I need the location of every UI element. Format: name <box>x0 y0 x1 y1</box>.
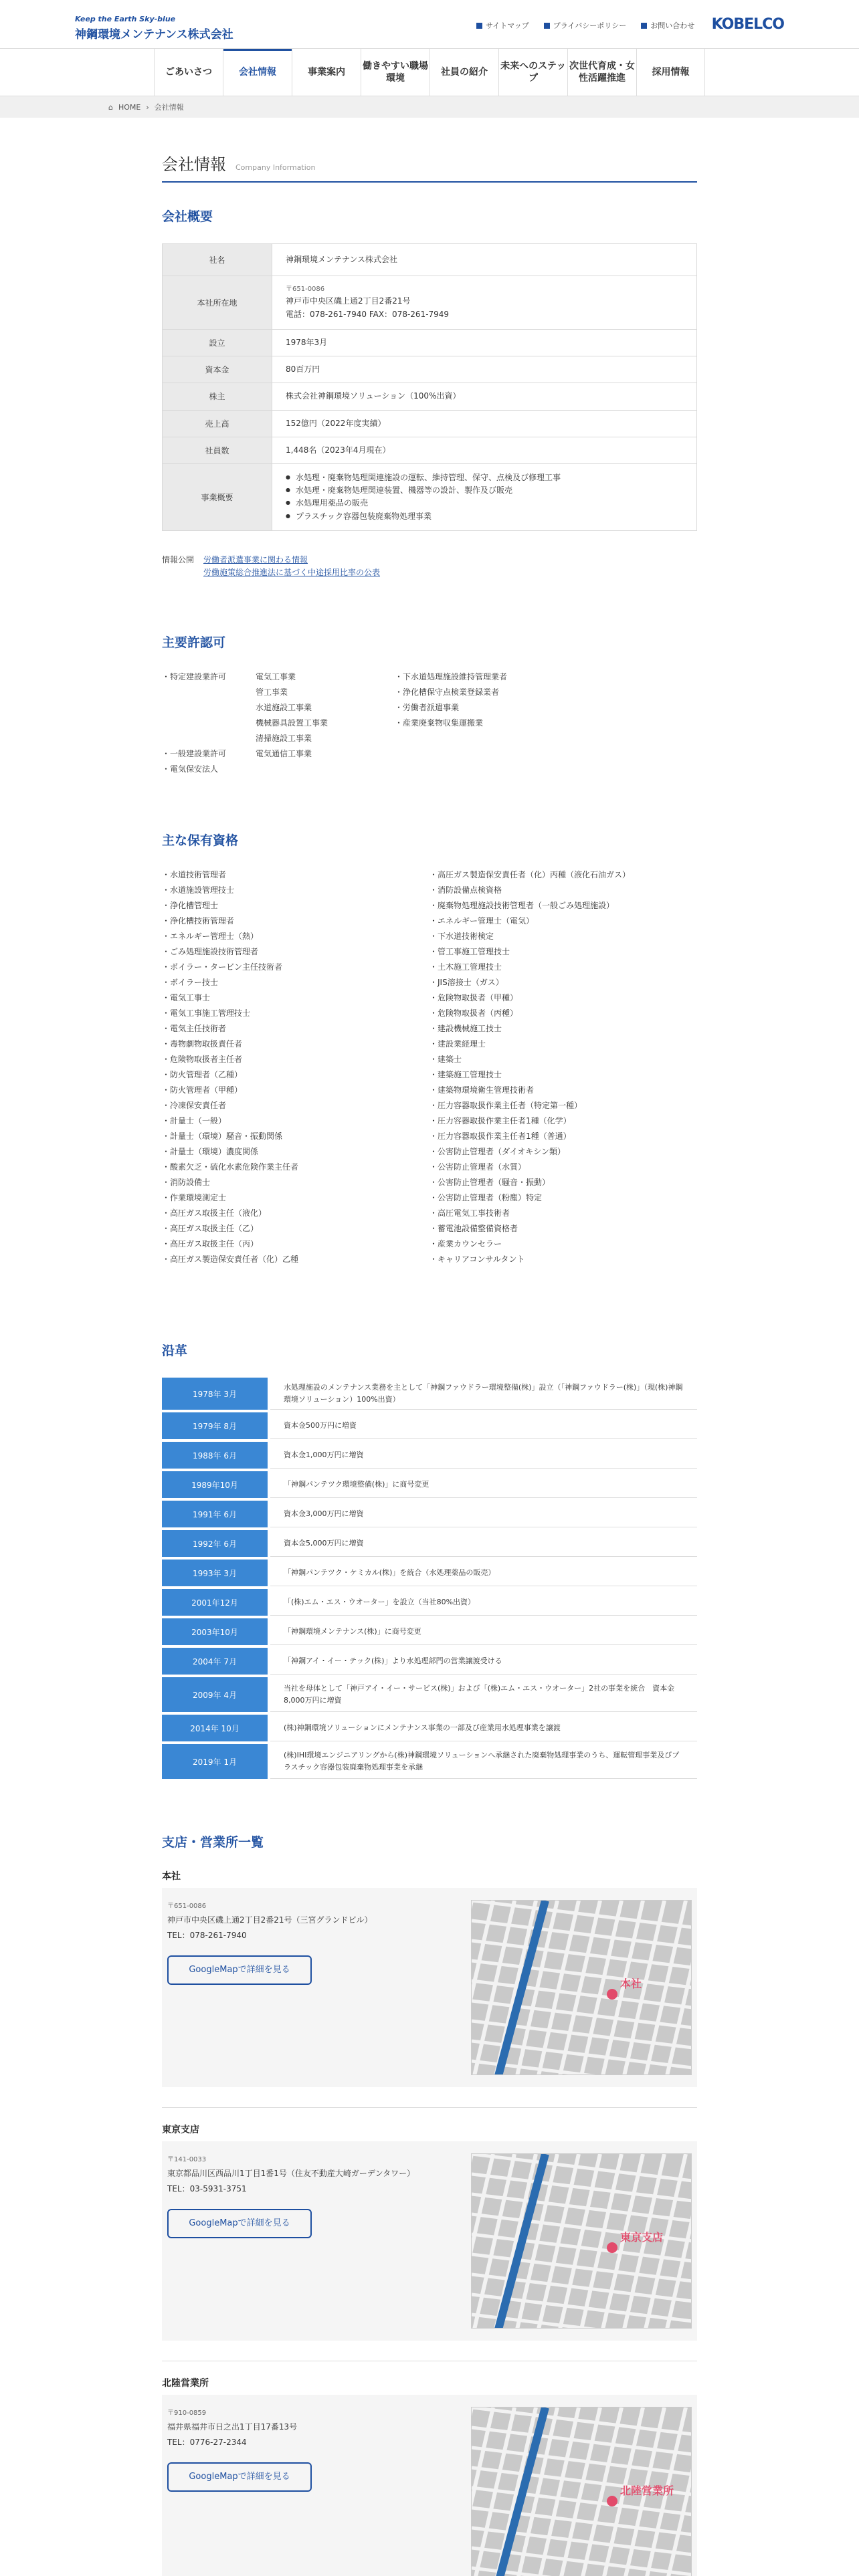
qualifications-block <box>162 867 697 1267</box>
history-text: 資本金1,000万円に増資 <box>270 1442 697 1469</box>
section-heading-licenses: 主要許認可 <box>162 635 226 651</box>
office-tel: TEL：078-261-7940 <box>167 1931 247 1941</box>
license-group-name: ・電気保安法人 <box>162 764 219 774</box>
history-text: 「神鋼アイ・イー・テック(株)」より水処理部門の営業譲渡受ける <box>270 1648 697 1675</box>
row-label: 株主 <box>163 383 272 410</box>
history-text: 当社を母体として「神戸アイ・イー・サービス(株)」および「(株)エム・エス・ウオーター」2社の事業を統合 資本金8,000万円に増資 <box>270 1677 697 1712</box>
office-info <box>167 2153 415 2329</box>
list-item: ・ 高圧ガス取扱主任（乙） <box>162 1221 430 1237</box>
list-item: 水道施設工事業 <box>256 703 312 713</box>
list-item: 清掃施設工事業 <box>256 734 312 744</box>
nav-item-recruit[interactable]: 採用情報 <box>636 49 705 96</box>
list-item: ● プラスチック容器包装廃棄物処理事業 <box>286 510 683 523</box>
qualifications-right <box>430 867 697 1267</box>
row-label: 資本金 <box>163 356 272 383</box>
table-row <box>163 437 697 463</box>
list-item: ・ 計量士（一般） <box>162 1113 430 1129</box>
list-item: ・ 建設機械施工技士 <box>430 1021 697 1037</box>
row-label: 事業概要 <box>163 463 272 530</box>
brand-tagline: Keep the Earth Sky-blue <box>75 15 176 23</box>
license-group-name: ・一般建設業許可 <box>162 749 227 759</box>
table-row <box>162 1715 697 1741</box>
office-info <box>167 2407 312 2576</box>
link-dispatch-info[interactable]: 労働者派遣事業に関わる情報 <box>203 554 308 564</box>
row-value: 1,448名（2023年4月現在） <box>272 437 697 463</box>
list-item: 機械器具設置工事業 <box>256 718 328 728</box>
history-date: 1993年 3月 <box>162 1560 268 1586</box>
map-svg <box>472 1901 692 2075</box>
map-svg <box>472 2407 692 2576</box>
license-name: 一般建設業許可 <box>170 749 227 759</box>
list-item: ・下水道処理施設維持管理業者 <box>395 672 508 682</box>
history-date: 2001年12月 <box>162 1589 268 1616</box>
history-date: 2014年 10月 <box>162 1715 268 1741</box>
table-row <box>163 410 697 437</box>
row-label: 社名 <box>163 244 272 276</box>
table-row <box>162 1412 697 1439</box>
licenses-right <box>395 669 507 777</box>
history-text: 水処理施設のメンテナンス業務を主として「神鋼ファウドラー環境整備(株)」設立（「神鋼ファウドラー(株)」（現(株)神鋼環境ソリューション）100%出資） <box>270 1378 697 1410</box>
list-item: ・ ごみ処理施設技術管理者 <box>162 944 430 960</box>
utility-nav <box>476 20 694 31</box>
list-item: ・ 浄化槽管理士 <box>162 898 430 914</box>
list-item: ・ 防火管理者（乙種） <box>162 1067 430 1083</box>
breadcrumb-home[interactable]: HOME <box>118 102 141 112</box>
history-date: 1979年 8月 <box>162 1412 268 1439</box>
section-heading-overview: 会社概要 <box>162 209 213 224</box>
site-header <box>0 0 859 48</box>
link-midcareer-ratio[interactable]: 労働施策総合推進法に基づく中途採用比率の公表 <box>203 568 381 578</box>
list-item: ・ 圧力容器取扱作業主任者（特定第一種） <box>430 1098 697 1113</box>
history-date: 2019年 1月 <box>162 1744 268 1779</box>
licenses-block <box>162 669 697 777</box>
list-item: ・ 浄化槽技術管理者 <box>162 914 430 929</box>
site-brand[interactable] <box>75 15 233 41</box>
list-item: ・ エネルギー管理士（電気） <box>430 914 697 929</box>
company-name: 神鋼環境メンテナンス株式会社 <box>75 28 233 41</box>
map-marker-label: 本社 <box>620 1977 642 1991</box>
list-item: ・ 圧力容器取扱作業主任者1種（普通） <box>430 1129 697 1144</box>
list-item: ・ 廃棄物処理施設技術管理者（一般ごみ処理施設） <box>430 898 697 914</box>
license-name: 下水道処理施設維持管理業者 <box>403 672 508 682</box>
office-name: 北陸営業所 <box>162 2378 209 2389</box>
list-item: ・産業廃棄物収集運搬業 <box>395 718 484 728</box>
list-item: ・ 消防設備点検資格 <box>430 883 697 898</box>
history-text: 「神鋼パンテツク環境整備(株)」に商号変更 <box>270 1471 697 1498</box>
util-link-privacy[interactable] <box>544 20 626 31</box>
location-marker-icon <box>607 2242 617 2253</box>
list-item: ・ 防火管理者（甲種） <box>162 1083 430 1098</box>
list-item: ・ 建築士 <box>430 1052 697 1067</box>
history-text: 「神鋼パンテツク・ケミカル(株)」を統合（水処理薬品の販売） <box>270 1560 697 1586</box>
nav-item-greeting[interactable]: ごあいさつ <box>154 49 223 96</box>
history-text: (株)IHI環境エンジニアリングから(株)神鋼環境ソリューションへ承継された廃棄物処理事業のうち、運転管理事業及びプラスチック容器包装廃棄物処理事業を承継 <box>270 1744 697 1779</box>
list-item: ・ 危険物取扱者主任者 <box>162 1052 430 1067</box>
list-item: ・ 冷凍保安責任者 <box>162 1098 430 1113</box>
list-item: ・浄化槽保守点検業登録業者 <box>395 687 500 697</box>
list-item: ・ 高圧ガス製造保安責任者（化）丙種（液化石油ガス） <box>430 867 697 883</box>
history-text: 「(株)エム・エス・ウオーター」を設立（当社80%出資） <box>270 1589 697 1616</box>
list-item: ・ 産業カウンセラー <box>430 1237 697 1252</box>
list-item: ・労働者派遣事業 <box>395 703 460 713</box>
list-item: ・ 高圧ガス製造保安責任者（化）乙種 <box>162 1252 430 1267</box>
disclosure-label: 情報公開 <box>162 554 195 564</box>
list-item: ・ 下水道技術検定 <box>430 929 697 944</box>
license-group <box>162 746 395 762</box>
nav-item-business[interactable]: 事業案内 <box>292 49 361 96</box>
history-date: 1989年10月 <box>162 1471 268 1498</box>
list-item: ・ 蓄電池設備整備資格者 <box>430 1221 697 1237</box>
chevron-right-icon: › <box>146 102 149 112</box>
postal-code: 〒651-0086 <box>167 1903 207 1911</box>
util-link-contact[interactable] <box>641 20 694 31</box>
table-row <box>163 276 697 330</box>
history-date: 1992年 6月 <box>162 1530 268 1557</box>
list-item: ・ 公害防止管理者（ダイオキシン類） <box>430 1144 697 1160</box>
office-address: 福井県福井市日之出1丁目17番13号 <box>167 2422 298 2432</box>
list-item: ・ JIS溶接士（ガス） <box>430 975 697 990</box>
history-date: 2004年 7月 <box>162 1648 268 1675</box>
list-item: ・ エネルギー管理士（熱） <box>162 929 430 944</box>
nav-item-diversity[interactable]: 次世代育成・女性活躍推進 <box>567 49 636 96</box>
page-title-block <box>162 151 697 183</box>
history-text: 「神鋼環境メンテナンス(株)」に商号変更 <box>270 1618 697 1645</box>
square-icon <box>544 23 550 29</box>
table-row <box>162 1648 697 1675</box>
history-date: 2009年 4月 <box>162 1677 268 1712</box>
postal-code: 〒141-0033 <box>167 2156 207 2164</box>
history-text: 資本金3,000万円に増資 <box>270 1501 697 1527</box>
license-name: 産業廃棄物収集運搬業 <box>403 718 484 728</box>
row-value: 神鋼環境メンテナンス株式会社 <box>272 244 697 276</box>
list-item: ● 水処理・廃棄物処理関連施設の運転、維持管理、保守、点検及び修理工事 <box>286 471 683 484</box>
list-item: ・ 電気主任技術者 <box>162 1021 430 1037</box>
square-icon <box>476 23 482 29</box>
list-item: ・ 圧力容器取扱作業主任者1種（化学） <box>430 1113 697 1129</box>
history-date: 1991年 6月 <box>162 1501 268 1527</box>
office-tel: TEL：0776-27-2344 <box>167 2438 247 2448</box>
office-map[interactable] <box>471 2407 692 2576</box>
nav-item-company[interactable]: 会社情報 <box>223 49 292 96</box>
section-heading-qualifications: 主な保有資格 <box>162 833 239 849</box>
table-row <box>162 1589 697 1616</box>
table-row <box>162 1618 697 1645</box>
list-item: ・ 電気工事施工管理技士 <box>162 1006 430 1021</box>
util-link-sitemap[interactable] <box>476 20 529 31</box>
section-heading-history: 沿革 <box>162 1344 188 1359</box>
list-item: ・ 建築物環境衛生管理技術者 <box>430 1083 697 1098</box>
list-item: 管工事業 <box>256 687 288 697</box>
table-row <box>163 463 697 530</box>
list-item: ・ 公害防止管理者（粉塵）特定 <box>430 1190 697 1206</box>
history-text: 資本金500万円に増資 <box>270 1412 697 1439</box>
office-map[interactable] <box>471 1900 692 2075</box>
list-item: ・ 危険物取扱者（甲種） <box>430 990 697 1006</box>
office-info <box>167 1900 373 2075</box>
office-card <box>162 2123 697 2361</box>
breadcrumb <box>0 96 859 118</box>
list-item: ・ 管工事施工管理技士 <box>430 944 697 960</box>
disclosure-links <box>162 554 697 579</box>
table-row <box>162 1744 697 1779</box>
history-text: 資本金5,000万円に増資 <box>270 1530 697 1557</box>
list-item: 電気工事業 <box>256 672 296 682</box>
office-address: 東京都品川区西品川1丁目1番1号（住友不動産大崎ガーデンタワー） <box>167 2169 415 2179</box>
table-row <box>163 356 697 383</box>
history-text: (株)神鋼環境ソリューションにメンテナンス事業の一部及び産業用水処理事業を譲渡 <box>270 1715 697 1741</box>
section-heading-offices: 支店・営業所一覧 <box>162 1835 264 1850</box>
business-list <box>286 471 683 523</box>
list-item: ・ 公害防止管理者（水質） <box>430 1160 697 1175</box>
row-value: 80百万円 <box>272 356 697 383</box>
list-item: ・ 消防設備士 <box>162 1175 430 1190</box>
office-body <box>162 1888 697 2087</box>
list-item: ・ キャリアコンサルタント <box>430 1252 697 1267</box>
row-value <box>272 463 697 530</box>
list-item: ・ 公害防止管理者（騒音・振動） <box>430 1175 697 1190</box>
history-date: 1978年 3月 <box>162 1378 268 1410</box>
phone-fax: 電話：078-261-7940 FAX：078-261-7949 <box>286 309 450 319</box>
license-group <box>162 669 395 746</box>
postal-code: 〒910-0859 <box>167 2409 207 2418</box>
kobelco-logo[interactable]: KOBELCO <box>711 16 784 33</box>
row-label: 社員数 <box>163 437 272 463</box>
list-item: ・ 建築施工管理技士 <box>430 1067 697 1083</box>
map-marker-label: 北陸営業所 <box>620 2484 674 2498</box>
util-label: お問い合わせ <box>650 21 695 30</box>
list-item: ● 水処理用薬品の販売 <box>286 497 683 510</box>
license-items <box>256 669 328 746</box>
table-row <box>162 1560 697 1586</box>
list-item: ・ 高圧ガス取扱主任（丙） <box>162 1237 430 1252</box>
offices-list <box>162 1869 697 2576</box>
breadcrumb-current: 会社情報 <box>154 103 184 112</box>
util-label: プライバシーポリシー <box>553 21 627 30</box>
map-svg <box>472 2154 692 2329</box>
util-label: サイトマップ <box>486 21 529 30</box>
square-icon <box>641 23 647 29</box>
row-value: 1978年3月 <box>272 330 697 356</box>
page-subtitle: Company Information <box>235 163 316 172</box>
row-label: 本社所在地 <box>163 276 272 330</box>
list-item: ・ 建設業経理士 <box>430 1037 697 1052</box>
office-card <box>162 1869 697 2108</box>
list-item: ・ 計量士（環境）騒音・振動関係 <box>162 1129 430 1144</box>
googlemap-button[interactable]: GoogleMapで詳細を見る <box>167 2462 312 2492</box>
office-name: 東京支店 <box>162 2125 199 2136</box>
office-body <box>162 2395 697 2576</box>
office-tel: TEL：03-5931-3751 <box>167 2184 247 2194</box>
table-row <box>162 1378 697 1410</box>
office-body <box>162 2141 697 2341</box>
history-date: 2003年10月 <box>162 1618 268 1645</box>
list-item: ・ 酸素欠乏・硫化水素危険作業主任者 <box>162 1160 430 1175</box>
location-marker-icon <box>607 2496 617 2506</box>
googlemap-button[interactable]: GoogleMapで詳細を見る <box>167 1955 312 1985</box>
licenses-left <box>162 669 395 777</box>
nav-item-workplace[interactable]: 働きやすい職場環境 <box>361 49 430 96</box>
googlemap-button[interactable]: GoogleMapで詳細を見る <box>167 2209 312 2238</box>
overview-table <box>162 243 697 531</box>
history-table <box>162 1378 697 1779</box>
office-card <box>162 2376 697 2576</box>
license-name: 電気保安法人 <box>170 764 219 774</box>
list-item: ・ 高圧ガス取扱主任（液化） <box>162 1206 430 1221</box>
table-row <box>162 1501 697 1527</box>
row-value: 株式会社神鋼環境ソリューション（100%出資） <box>272 383 697 410</box>
license-name: 労働者派遣事業 <box>403 703 460 713</box>
list-item: ・ ボイラー技士 <box>162 975 430 990</box>
office-address: 神戸市中央区磯上通2丁目2番21号（三宮グランドビル） <box>167 1915 373 1925</box>
home-icon: ⌂ <box>108 102 113 112</box>
table-row <box>162 1530 697 1557</box>
list-item: ・ 水道技術管理者 <box>162 867 430 883</box>
qualifications-left <box>162 867 430 1267</box>
list-item: ・ 作業環境測定士 <box>162 1190 430 1206</box>
row-label: 設立 <box>163 330 272 356</box>
row-value: 152億円（2022年度実績） <box>272 410 697 437</box>
office-name: 本社 <box>162 1871 181 1883</box>
license-group-name: ・特定建設業許可 <box>162 672 227 682</box>
history-date: 1988年 6月 <box>162 1442 268 1469</box>
list-item: ・ ボイラー・タービン主任技術者 <box>162 960 430 975</box>
main-content <box>162 118 697 2576</box>
address: 神戸市中央区磯上通2丁目2番21号 <box>286 296 411 306</box>
location-marker-icon <box>607 1989 617 2000</box>
table-row <box>162 1442 697 1469</box>
list-item: ・ 土木施工管理技士 <box>430 960 697 975</box>
list-item: ・ 計量士（環境）濃度関係 <box>162 1144 430 1160</box>
table-row <box>163 330 697 356</box>
table-row <box>163 244 697 276</box>
table-row <box>162 1677 697 1712</box>
list-item: ・ 毒物劇物取扱責任者 <box>162 1037 430 1052</box>
license-name: 特定建設業許可 <box>170 672 227 682</box>
table-row <box>162 1471 697 1498</box>
list-item: ・ 高圧電気工事技術者 <box>430 1206 697 1221</box>
list-item: 電気通信工事業 <box>256 749 312 759</box>
list-item: ・ 危険物取扱者（丙種） <box>430 1006 697 1021</box>
list-item: ・ 電気工事士 <box>162 990 430 1006</box>
map-marker-label: 東京支店 <box>620 2231 664 2244</box>
list-item: ・ 水道施設管理技士 <box>162 883 430 898</box>
page-title: 会社情報 <box>162 155 226 174</box>
nav-item-staff[interactable]: 社員の紹介 <box>430 49 498 96</box>
row-label: 売上高 <box>163 410 272 437</box>
row-value <box>272 276 697 330</box>
license-name: 浄化槽保守点検業登録業者 <box>403 687 500 697</box>
table-row <box>163 383 697 410</box>
postal-code: 〒651-0086 <box>286 286 325 294</box>
list-item: ● 水処理・廃棄物処理関連装置、機器等の設計、製作及び販売 <box>286 484 683 497</box>
global-nav <box>0 48 859 96</box>
nav-item-future[interactable]: 未来へのステップ <box>498 49 567 96</box>
office-map[interactable] <box>471 2153 692 2329</box>
